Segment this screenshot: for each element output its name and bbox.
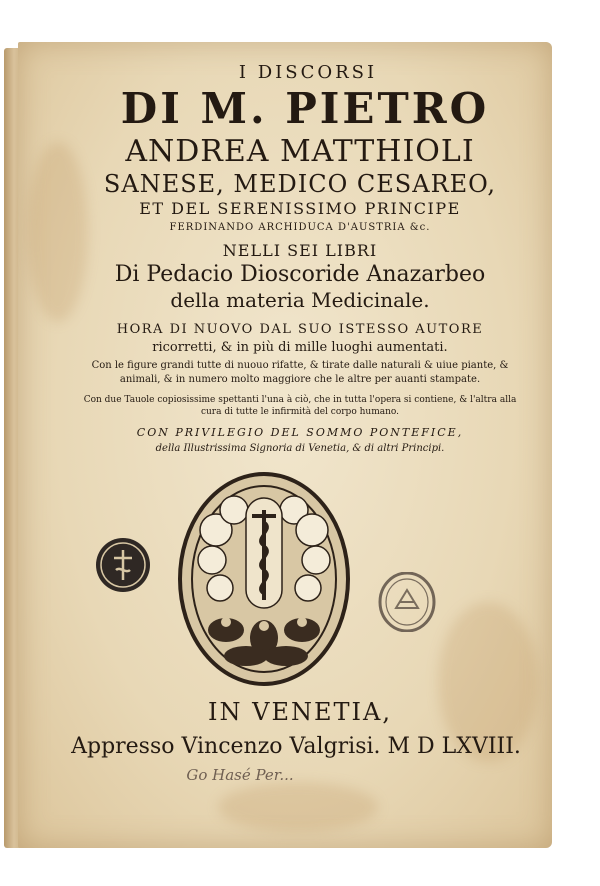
title-line-4: SANESE, MEDICO CESAREO,: [103, 170, 497, 198]
title-line-5: ET DEL SERENISSIMO PRINCIPE: [139, 199, 461, 218]
imprint-publisher: Appresso Vincenzo Valgrisi. M D LXVIII.: [71, 734, 521, 759]
library-stamp-icon: [94, 536, 152, 598]
serpent-tau-woodcut-icon: [176, 470, 352, 688]
title-line-3: ANDREA MATTHIOLI: [125, 134, 475, 169]
title-line-1: I DISCORSI: [238, 62, 378, 83]
title-line-15: cura di tutte le infirmità del corpo humano.: [200, 407, 400, 417]
handwritten-inscription: Go Hasé Per...: [186, 766, 294, 784]
title-line-2: DI M. PIETRO: [120, 84, 490, 133]
library-stamp-icon: [378, 572, 436, 636]
title-line-7: NELLI SEI LIBRI: [222, 241, 378, 260]
title-line-9: della materia Medicinale.: [170, 288, 430, 312]
privilege-subline: della Illustrissima Signoria di Venetia, & di altri Principi.: [155, 443, 445, 454]
imprint-place: IN VENETIA,: [208, 698, 392, 726]
privilege-line: CON PRIVILEGIO DEL SOMMO PONTEFICE,: [136, 426, 464, 439]
title-line-8: Di Pedacio Dioscoride Anazarbeo: [114, 262, 486, 287]
title-line-11: ricorretti, & in più di mille luoghi aumentati.: [152, 340, 448, 355]
title-line-13: animali, & in numero molto maggiore che le altre per auanti stampate.: [119, 374, 481, 385]
title-line-6: FERDINANDO ARCHIDUCA D'AUSTRIA &c.: [169, 222, 431, 233]
title-line-12: Con le figure grandi tutte di nuouo rifatte, & tirate dalle naturali & uiue piante, &: [91, 360, 509, 371]
title-line-14: Con due Tauole copiosissime spettanti l'una à ciò, che in tutta l'opera si contiene, & l'altra alla: [83, 395, 517, 405]
title-line-10: HORA DI NUOVO DAL SUO ISTESSO AUTORE: [116, 322, 484, 337]
